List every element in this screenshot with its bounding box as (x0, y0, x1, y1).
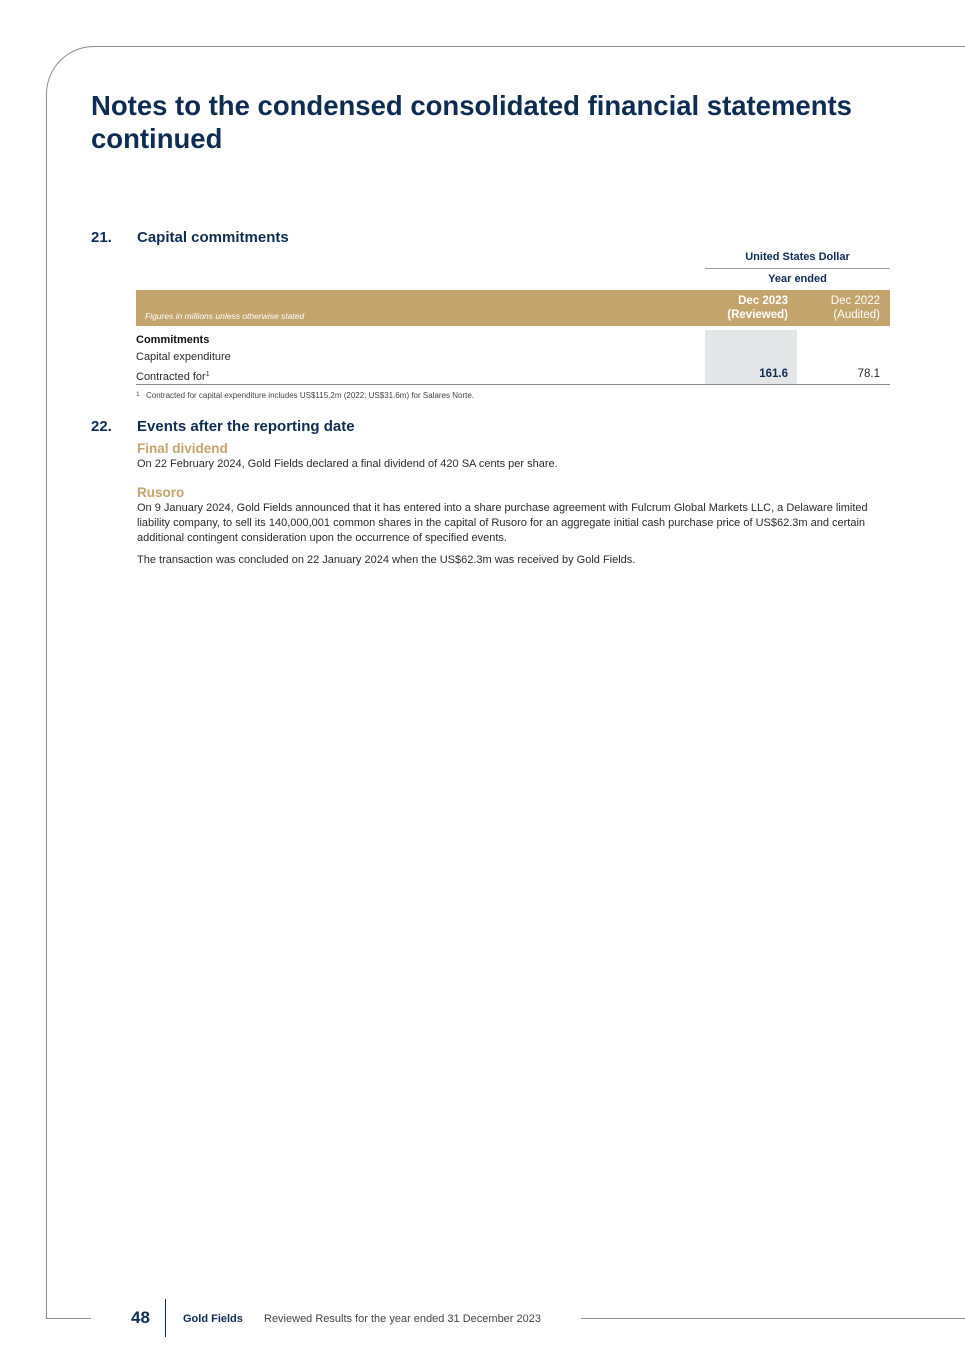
column-header-dec-2022-line2: (Audited) (833, 309, 880, 321)
table-header-band (136, 290, 890, 326)
table-row (136, 349, 890, 366)
final-dividend-heading: Final dividend (137, 441, 228, 456)
column-header-dec-2023-line1: Dec 2023 (738, 295, 788, 307)
table-bottom-rule (136, 384, 890, 385)
rusoro-heading: Rusoro (137, 485, 185, 500)
section-22-heading (91, 418, 355, 435)
section-22-number: 22. (91, 418, 112, 435)
rusoro-paragraph-1: On 9 January 2024, Gold Fields announced that it has entered into a share purchase agreement with Fulcrum Global Markets LLC, a Delaware limited liability company, to sell its 140,000,001 common shares in the capital of Rusoro for an aggregate initial cash purchase price of US$62.3m and certain additional contingent consideration upon the occurrence of specified events. (137, 502, 868, 544)
section-22-title: Events after the reporting date (137, 418, 355, 435)
column-header-dec-2022 (800, 294, 880, 322)
value-dec-2023: 161.6 (759, 368, 788, 380)
page-number: 48 (131, 1308, 150, 1327)
footnote-marker: 1 (205, 371, 210, 378)
row-label: Capital expenditure (136, 351, 231, 363)
section-21-heading (91, 229, 289, 246)
section-21-number: 21. (91, 229, 112, 246)
footnote-number: 1 (136, 391, 140, 398)
column-header-dec-2022-line1: Dec 2022 (830, 295, 880, 307)
column-header-dec-2023-line2: (Reviewed) (727, 309, 788, 321)
footer-document-title: Reviewed Results for the year ended 31 December 2023 (264, 1313, 541, 1325)
footer-rule-right (581, 1318, 965, 1319)
footer-company: Gold Fields (183, 1313, 243, 1325)
footer-divider (165, 1299, 166, 1337)
value-dec-2022: 78.1 (857, 368, 880, 380)
page-title: Notes to the condensed consolidated financial statements continued (91, 90, 852, 154)
period-header: Year ended (768, 273, 827, 285)
footer-rule-left (46, 1318, 91, 1319)
row-label: Commitments (136, 334, 210, 346)
footnote-text: Contracted for capital expenditure includes US$115.2m (2022: US$31.6m) for Salares Norte. (146, 391, 475, 400)
row-label-text: Contracted for (136, 371, 206, 383)
row-label (136, 366, 210, 386)
column-header-dec-2023 (708, 294, 788, 322)
currency-header: United States Dollar (705, 248, 890, 269)
figures-note: Figures in millions unless otherwise stated (145, 311, 305, 321)
final-dividend-text: On 22 February 2024, Gold Fields declared a final dividend of 420 SA cents per share. (137, 458, 558, 470)
rusoro-paragraph-2: The transaction was concluded on 22 January 2024 when the US$62.3m was received by Gold Fields. (137, 554, 636, 566)
table-row (136, 366, 890, 383)
table-row (136, 332, 890, 349)
section-21-title: Capital commitments (137, 229, 289, 246)
table-footnote (136, 391, 474, 400)
